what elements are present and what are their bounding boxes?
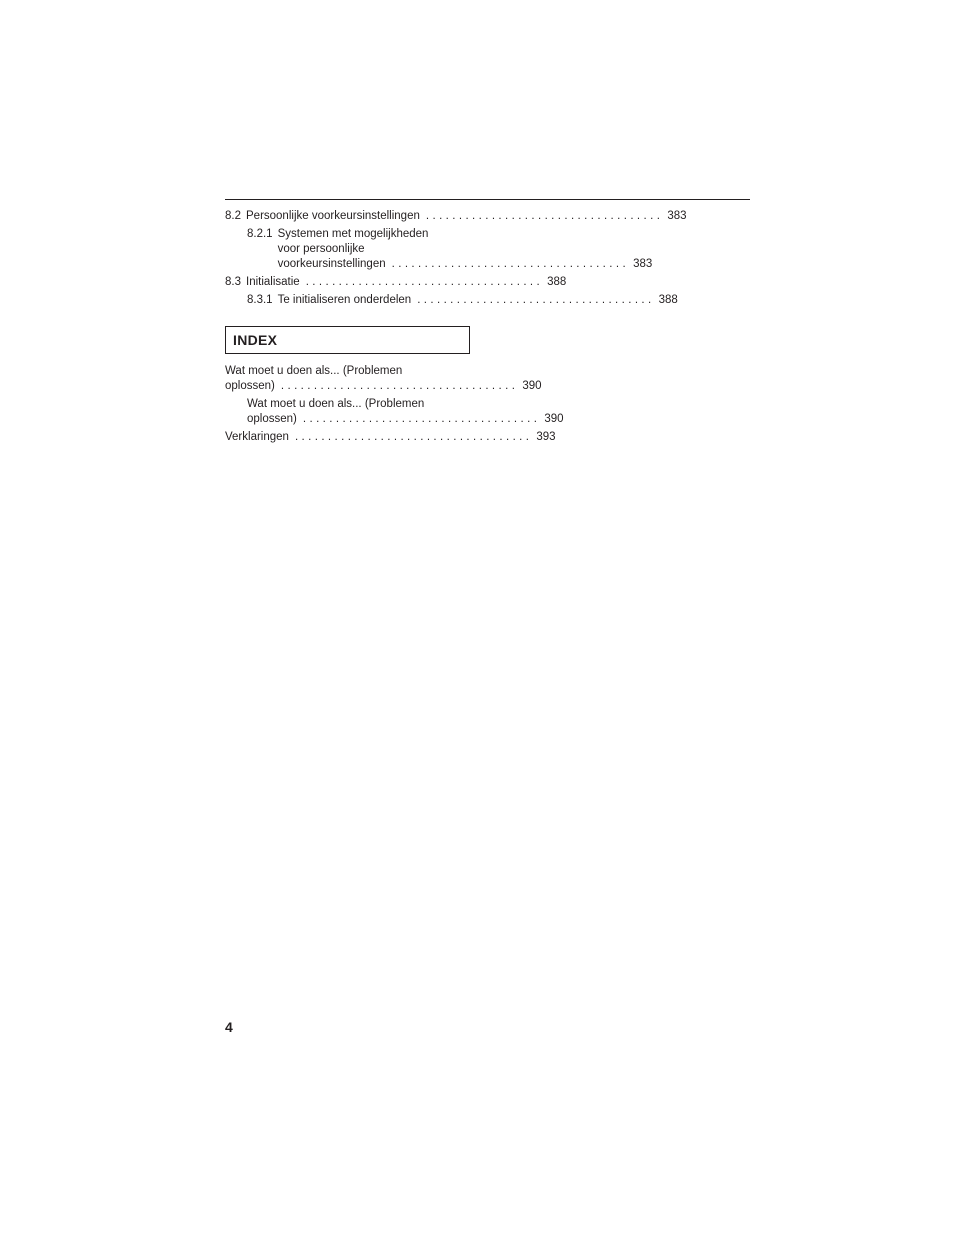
toc-entry-page: 383 xyxy=(667,210,687,222)
dot-leader: .................................... xyxy=(391,258,630,270)
toc-entry-page: 383 xyxy=(633,258,653,270)
toc-entry-8-2-1[interactable] xyxy=(225,227,653,272)
index-entry-title-line1: Wat moet u doen als... (Problemen xyxy=(247,398,425,410)
toc-entry-number: 8.3 xyxy=(225,276,241,288)
index-entry-title: Verklaringen xyxy=(225,431,289,443)
index-entry-title-line2: oplossen) xyxy=(247,413,297,425)
dot-leader: .................................... xyxy=(280,380,519,392)
toc-entry-title-line3: voorkeursinstellingen xyxy=(277,258,386,270)
index-entry-page: 393 xyxy=(536,431,556,443)
index-entry-title-line2: oplossen) xyxy=(225,380,275,392)
toc-entry-page: 388 xyxy=(547,276,567,288)
index-subentry-troubleshooting[interactable] xyxy=(225,397,564,427)
dot-leader: .................................... xyxy=(294,431,533,443)
top-divider xyxy=(225,199,750,200)
toc-entry-title: Persoonlijke voorkeursinstellingen xyxy=(246,210,420,222)
index-entries xyxy=(225,364,564,445)
index-entry-page: 390 xyxy=(522,380,542,392)
toc-entry-title: Te initialiseren onderdelen xyxy=(277,294,412,306)
dot-leader: .................................... xyxy=(425,210,664,222)
dot-leader: .................................... xyxy=(305,276,544,288)
index-heading-box xyxy=(225,326,470,354)
index-heading: INDEX xyxy=(233,332,278,348)
toc-entry-number: 8.2.1 xyxy=(247,228,273,240)
dot-leader: .................................... xyxy=(302,413,541,425)
index-entry-page: 390 xyxy=(544,413,564,425)
toc-entry-number: 8.2 xyxy=(225,210,241,222)
toc-entry-title-line2: voor persoonlijke xyxy=(277,243,365,255)
toc-entry-number: 8.3.1 xyxy=(247,294,273,306)
toc-entry-title: Initialisatie xyxy=(246,276,300,288)
toc-entry-8-3[interactable] xyxy=(225,275,567,290)
toc-entry-8-2[interactable] xyxy=(225,209,687,224)
toc-entry-8-3-1[interactable] xyxy=(225,293,678,308)
index-entry-title-line1: Wat moet u doen als... (Problemen xyxy=(225,365,403,377)
toc-entry-page: 388 xyxy=(658,294,678,306)
page-number: 4 xyxy=(225,1019,233,1035)
dot-leader: .................................... xyxy=(417,294,655,306)
index-entry-verklaringen[interactable] xyxy=(225,430,556,445)
table-of-contents xyxy=(225,209,687,308)
toc-entry-title-line1: Systemen met mogelijkheden xyxy=(277,228,429,240)
index-entry-troubleshooting[interactable] xyxy=(225,364,542,394)
